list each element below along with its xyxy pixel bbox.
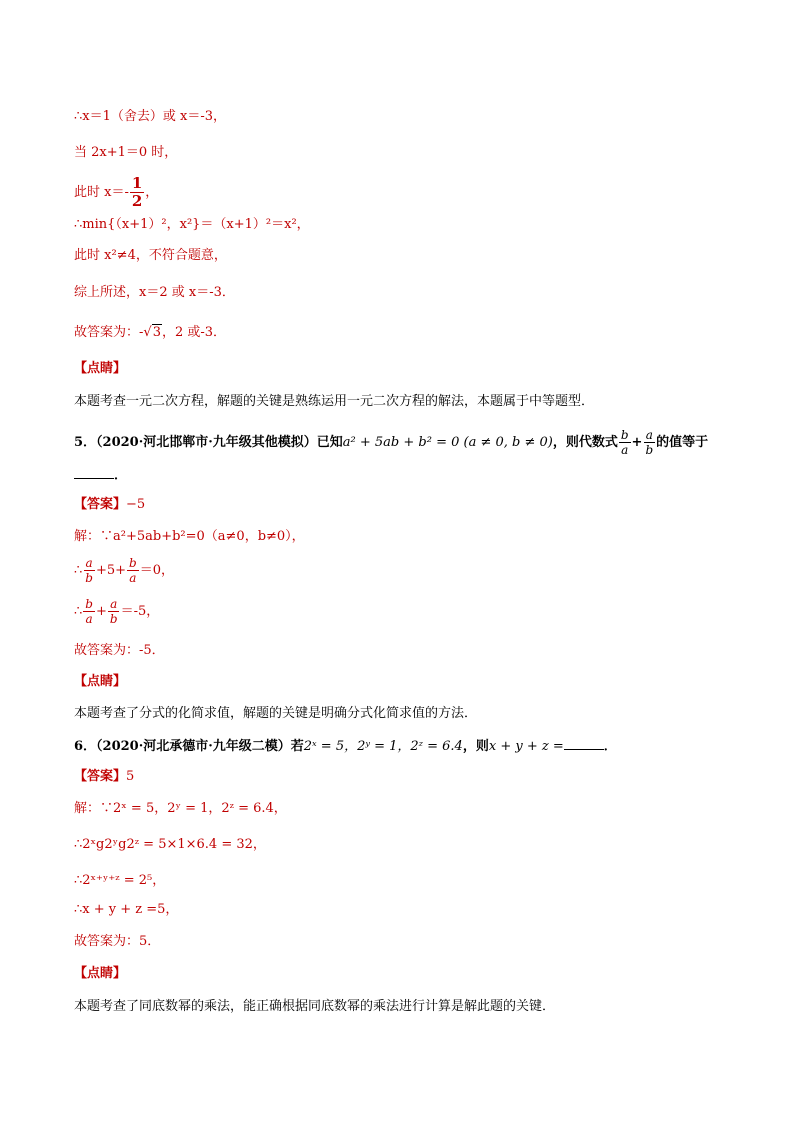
fraction-numerator: 1: [131, 174, 143, 192]
solution-line: 综上所述，x＝2 或 x＝-3．: [74, 285, 235, 300]
fraction: [130, 175, 144, 210]
solution-line: [74, 324, 226, 342]
radicand: 3: [152, 325, 161, 340]
question-end: ．: [603, 739, 617, 754]
question-head: 6．（2020·河北承德市·九年级二模）若: [74, 739, 304, 754]
fraction-denominator: 2: [131, 192, 143, 210]
question-head: 5．（2020·河北邯郸市·九年级其他模拟）已知: [74, 435, 343, 450]
answer-blank-line: [74, 466, 127, 485]
answer-value: 5: [126, 769, 135, 784]
fraction: $\frac{a}{b}$: [645, 428, 654, 457]
answer-label: 【答案】: [74, 769, 127, 784]
question-expression: x + y + z =: [488, 739, 564, 754]
solution-line: ∴min{（x+1）²，x²}＝（x+1）²＝x²，: [74, 217, 310, 232]
comment-text: 本题考查一元二次方程，解题的关键是熟练运用一元二次方程的解法，本题属于中等题型．: [74, 394, 595, 409]
solution-line: ∴2ˣ⁺ʸ⁺ᶻ = 2⁵，: [74, 873, 166, 888]
solution-line: 当 2x+1＝0 时，: [74, 145, 178, 160]
comment-text: 本题考查了分式的化简求值，解题的关键是明确分式化简求值的方法．: [74, 706, 478, 721]
dianjing-label: 【点睛】: [74, 966, 127, 981]
solution-text: -5，: [133, 604, 160, 619]
question-mid: ，则代数式: [552, 435, 618, 450]
solution-text: 此时 x＝-: [74, 185, 129, 200]
question-6: [74, 737, 617, 756]
answer-line: [74, 496, 145, 514]
dianjing-label: 【点睛】: [74, 361, 127, 376]
question-5: 5．（2020·河北邯郸市·九年级其他模拟）已知a² + 5ab + b² = 0 (a ≠ 0, b ≠ 0)，则代数式 $\frac{b}{a}$ + $\frac{a}{b}$ 的值等于: [74, 428, 709, 457]
fraction: $\frac{a}{b}$: [109, 597, 118, 626]
answer-line: [74, 768, 134, 786]
solution-text: ＝0，: [139, 563, 174, 578]
solution-line: 解：∵a²+5ab+b²=0（a≠0，b≠0），: [74, 529, 305, 544]
blank-end: ．: [114, 468, 128, 483]
solution-line: ∴ $\frac{a}{b}$ +5+ $\frac{b}{a}$ ＝0，: [74, 556, 174, 585]
solution-text: ，: [145, 185, 159, 200]
question-mid: ，则: [462, 739, 489, 754]
sqrt-expression: √3: [143, 325, 161, 340]
solution-line: ∴ $\frac{b}{a}$ + $\frac{a}{b}$ ＝-5，: [74, 597, 160, 626]
comment-text: 本题考查了同底数幂的乘法，能正确根据同底数幂的乘法进行计算是解此题的关键．: [74, 999, 556, 1014]
solution-line: 解：∵2ˣ = 5，2ʸ = 1，2ᶻ = 6.4，: [74, 801, 287, 816]
dianjing-label: 【点睛】: [74, 674, 127, 689]
fraction: $\frac{b}{a}$: [129, 556, 137, 585]
solution-line: ∴x＝1（舍去）或 x＝-3，: [74, 109, 227, 124]
solution-line: 此时 x²≠4，不符合题意，: [74, 248, 227, 263]
answer-blank: [74, 466, 114, 479]
solution-line: ∴x + y + z =5，: [74, 902, 179, 917]
fraction: $\frac{a}{b}$: [85, 556, 93, 585]
solution-line: 故答案为：5．: [74, 934, 161, 949]
question-condition: 2ˣ = 5，2ʸ = 1，2ᶻ = 6.4: [303, 739, 463, 754]
question-condition: a² + 5ab + b² = 0 (a ≠ 0, b ≠ 0): [342, 435, 553, 450]
answer-label: 【答案】: [74, 497, 127, 512]
fraction: $\frac{b}{a}$: [85, 597, 93, 626]
solution-text: ，2 或-3．: [161, 325, 227, 340]
solution-line: 故答案为：-5．: [74, 643, 165, 658]
solution-line: [74, 175, 158, 210]
solution-text: 故答案为：-: [74, 325, 144, 340]
question-tail: 的值等于: [656, 435, 709, 450]
fraction: $\frac{b}{a}$: [620, 428, 629, 457]
answer-blank: [564, 737, 604, 750]
solution-line: ∴2ˣg2ʸg2ᶻ = 5×1×6.4 = 32，: [74, 837, 266, 852]
answer-value: −5: [126, 497, 146, 512]
